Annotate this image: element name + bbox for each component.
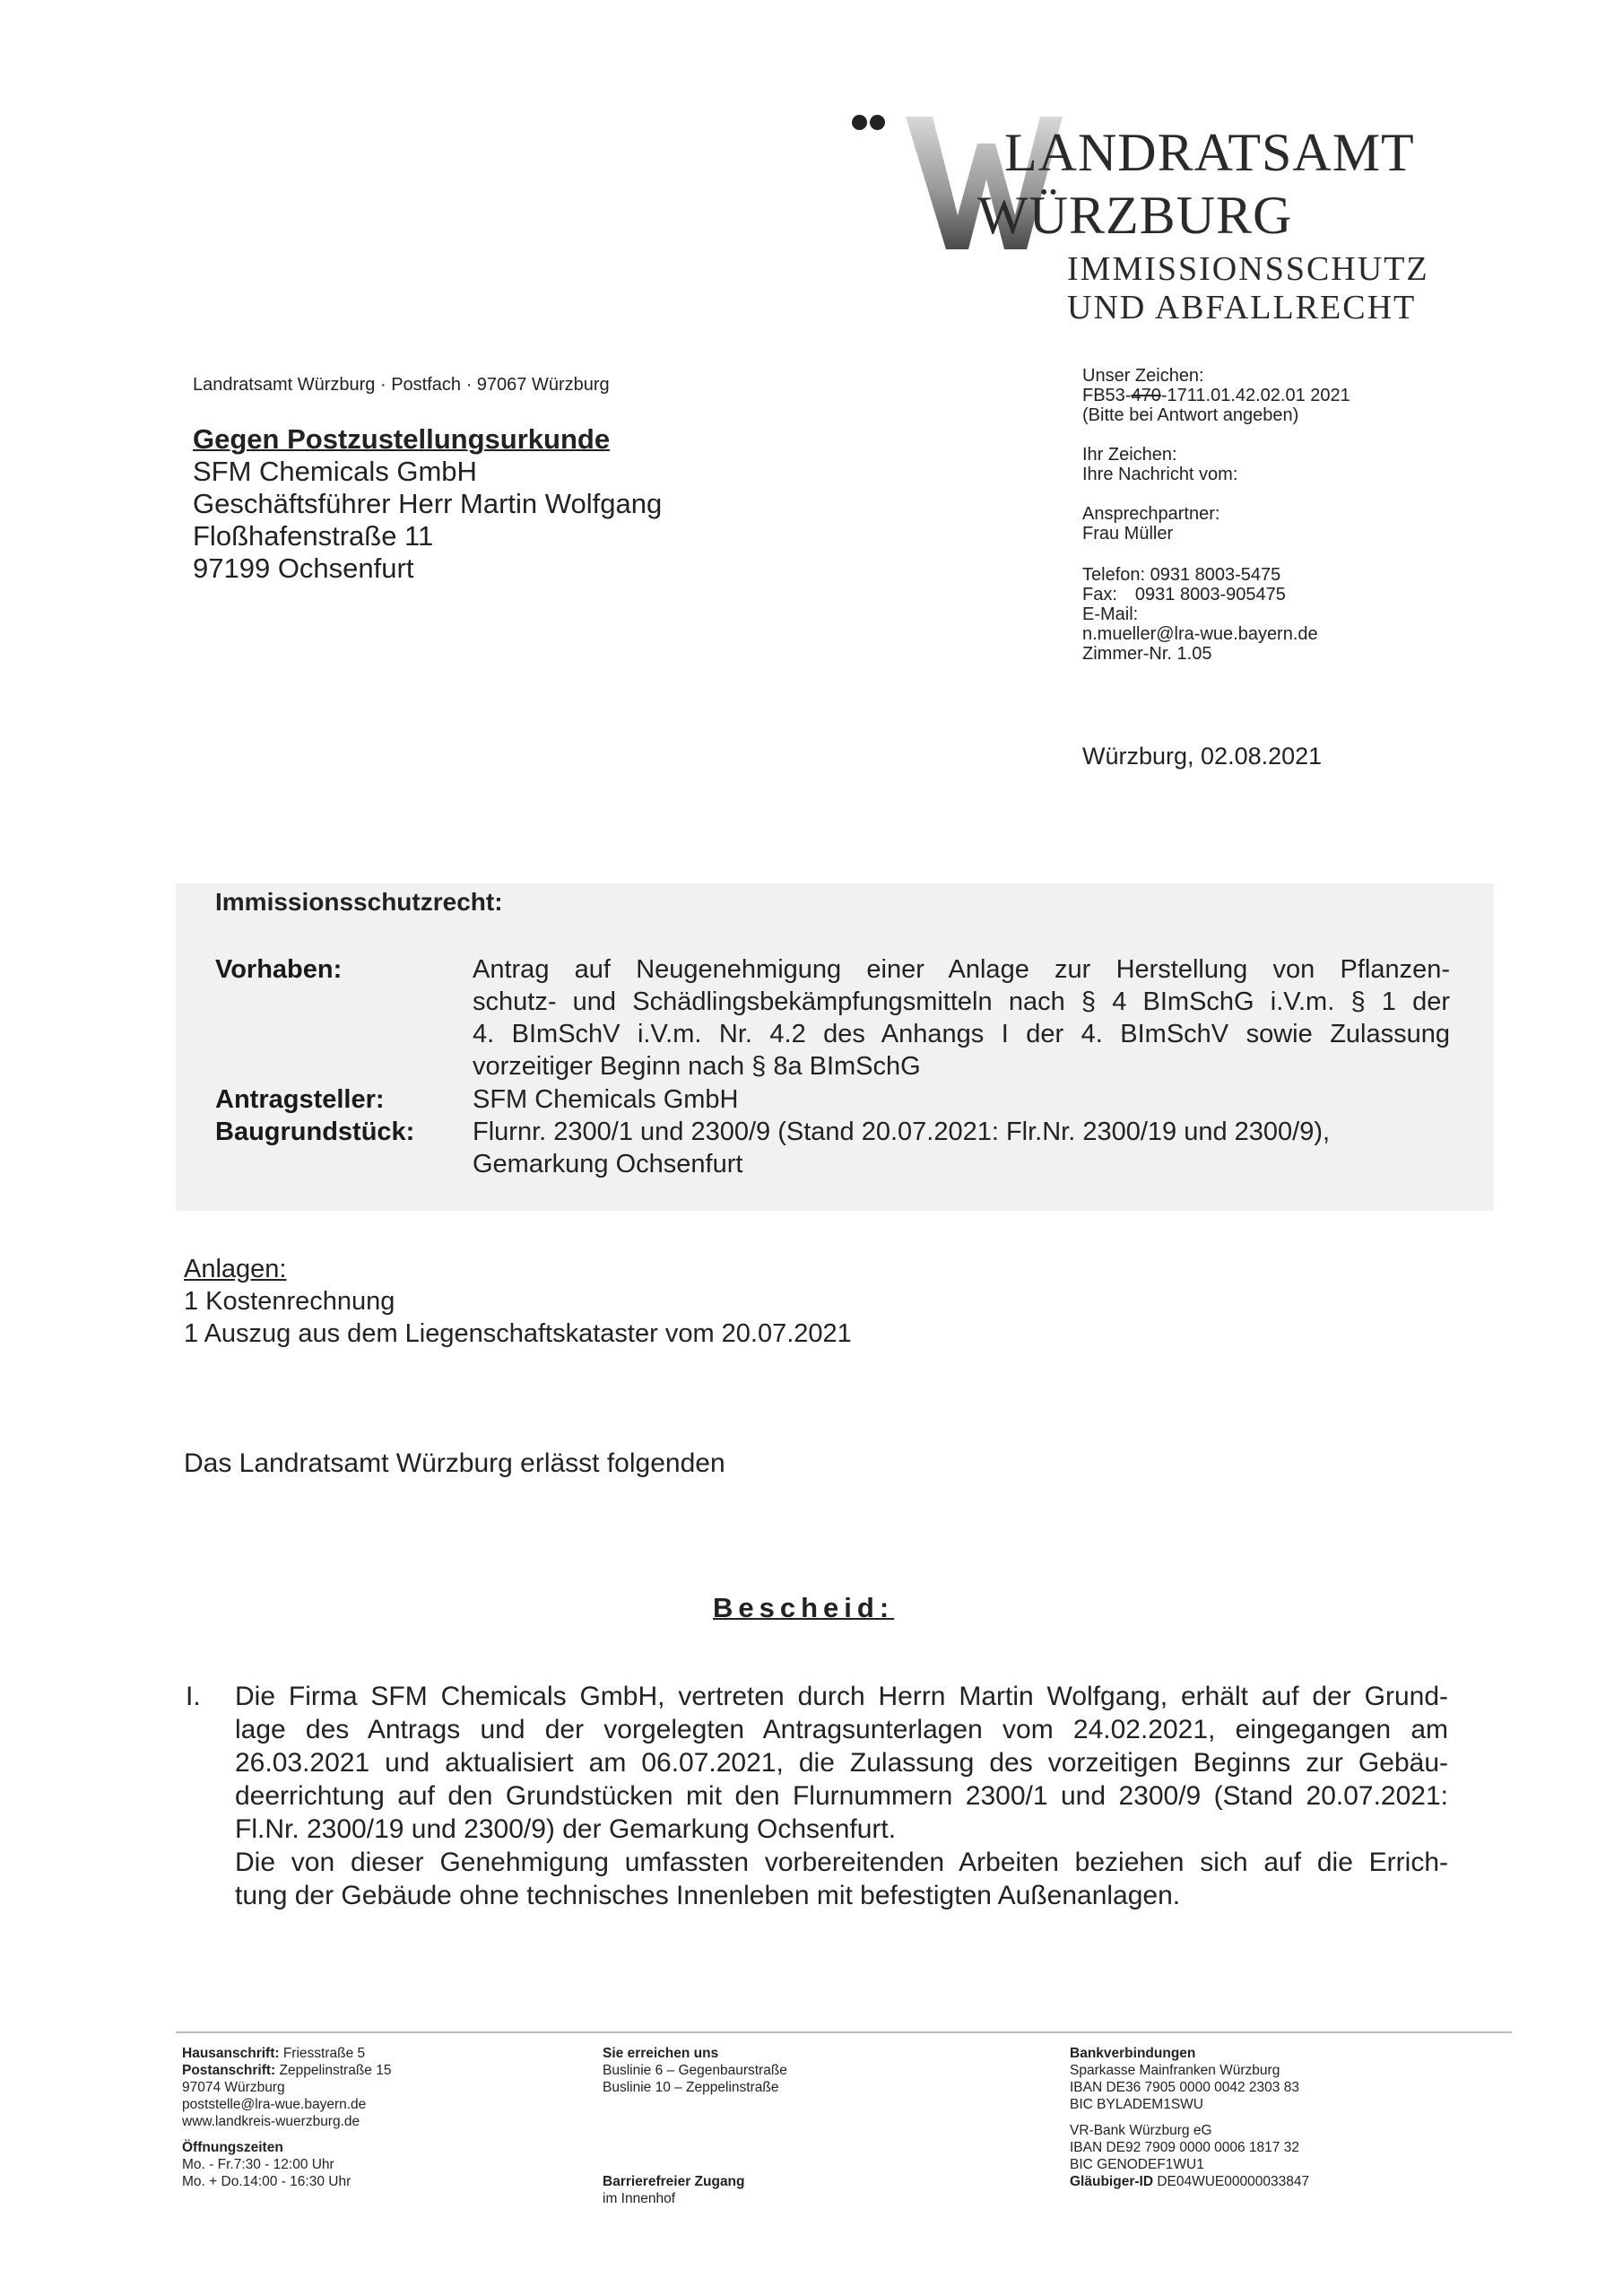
contact-label: Ansprechpartner: xyxy=(1082,504,1220,524)
recipient-block xyxy=(193,423,662,585)
fax: Fax: 0931 8003-905475 xyxy=(1082,585,1286,604)
attachment-item: 1 Auszug aus dem Liegenschaftskataster vom 20.07.2021 xyxy=(184,1319,852,1348)
org-name-line2: WÜRZBURG xyxy=(977,186,1293,245)
room: Zimmer-Nr. 1.05 xyxy=(1082,644,1212,664)
phone: Telefon: 0931 8003-5475 xyxy=(1082,565,1281,585)
item-text: Die Firma SFM Chemicals GmbH, vertreten durch Herrn Martin Wolfgang, erhält auf der Grund- lage des Antrags und der vorgelegten Antragsunterlagen vom 24.02.2021, eingegangen am 26.03.2021 und aktualisiert am 06.07.2021, die Zulassung des vorzeitigen Beginns zur Gebäu- deerrichtung auf den Grundstücken mit den Flurnummern 2300/1 und 2300/9 (Stand 20.07.2021: Fl.Nr. 2300/19 und 2300/9) der Gemarkung Ochsenfurt. Die von dieser Genehmigung umfassten vorbereitenden Arbeiten beziehen sich auf die Errich- tung der Gebäude ohne technisches Innenleben mit befestigten Außenanlagen. xyxy=(235,1682,1448,1910)
dept-line1: IMMISSIONSSCHUTZ xyxy=(1067,250,1429,288)
your-message-label: Ihre Nachricht vom: xyxy=(1082,465,1238,484)
recipient-contact: Geschäftsführer Herr Martin Wolfgang xyxy=(193,488,663,519)
email: n.mueller@lra-wue.bayern.de xyxy=(1082,624,1318,644)
our-ref-note: (Bitte bei Antwort angeben) xyxy=(1082,405,1299,425)
contact-name: Frau Müller xyxy=(1082,524,1174,544)
attachments xyxy=(184,1253,852,1350)
project-label: Vorhaben: xyxy=(215,955,343,984)
letter-date: Würzburg, 02.08.2021 xyxy=(1082,743,1323,770)
org-name-line1: LANDRATSAMT xyxy=(1004,123,1415,182)
attachment-item: 1 Kostenrechnung xyxy=(184,1287,395,1316)
applicant-value: SFM Chemicals GmbH xyxy=(473,1085,739,1114)
dept-line2: UND ABFALLRECHT xyxy=(1067,289,1417,326)
our-ref-label: Unser Zeichen: xyxy=(1082,366,1204,386)
footer-divider xyxy=(176,2031,1512,2033)
attachments-label: Anlagen: xyxy=(184,1255,287,1283)
reference-info xyxy=(1082,366,1350,664)
item-number: I. xyxy=(186,1682,201,1711)
delivery-note: Gegen Postzustellungsurkunde xyxy=(193,423,611,455)
decision-title: Bescheid: xyxy=(713,1592,895,1623)
intro-sentence: Das Landratsamt Würzburg erlässt folgenden xyxy=(184,1448,725,1478)
our-ref-value: FB53-470-1711.01.42.02.01 2021 xyxy=(1082,386,1350,405)
footer-transport: Sie erreichen uns Buslinie 6 – Gegenbaurstraße Buslinie 10 – Zeppelinstraße Barrierefreier Zugang im Innenhof xyxy=(603,2046,787,2206)
recipient-street: Floßhafenstraße 11 xyxy=(193,520,434,552)
your-ref-label: Ihr Zeichen: xyxy=(1082,445,1177,465)
plot-label: Baugrundstück: xyxy=(215,1118,415,1146)
sender-line: Landratsamt Würzburg · Postfach · 97067 Würzburg xyxy=(193,375,610,395)
authority-logo xyxy=(852,106,1480,339)
footer-bank: Bankverbindungen Sparkasse Mainfranken Würzburg IBAN DE36 7905 0000 0042 2303 83 BIC BYLADEM1SWU VR-Bank Würzburg eG IBAN DE92 7909 0000 0006 1817 32 BIC GENODEF1WU1 Gläubiger-ID DE04WUE00000033847 xyxy=(1070,2046,1310,2189)
recipient-city: 97199 Ochsenfurt xyxy=(193,552,414,584)
subject-title: Immissionsschutzrecht: xyxy=(215,888,503,916)
recipient-company: SFM Chemicals GmbH xyxy=(193,456,477,487)
plot-text: Flurnr. 2300/1 und 2300/9 (Stand 20.07.2021: Flr.Nr. 2300/19 und 2300/9), Gemarkung Ochsenfurt xyxy=(473,1118,1331,1178)
email-label: E-Mail: xyxy=(1082,604,1139,624)
footer-address: Hausanschrift: Friesstraße 5 Postanschrift: Zeppelinstraße 15 97074 Würzburg poststelle@lra-wue.bayern.de www.landkreis-wuerzburg.de Öffnungszeiten Mo. - Fr.7:30 - 12:00 Uhr Mo. + Do.14:00 - 16:30 Uhr xyxy=(182,2046,392,2189)
applicant-label: Antragsteller: xyxy=(215,1085,385,1114)
project-text: Antrag auf Neugenehmigung einer Anlage zur Herstellung von Pflanzen- schutz- und Schädlingsbekämpfungsmitteln nach § 4 BImSchG i.V.m. § 1 der 4. BImSchV i.V.m. Nr. 4.2 des Anhangs I der 4. BImSchV sowie Zulassung vorzeitiger Beginn nach § 8a BImSchG xyxy=(473,955,1450,1081)
